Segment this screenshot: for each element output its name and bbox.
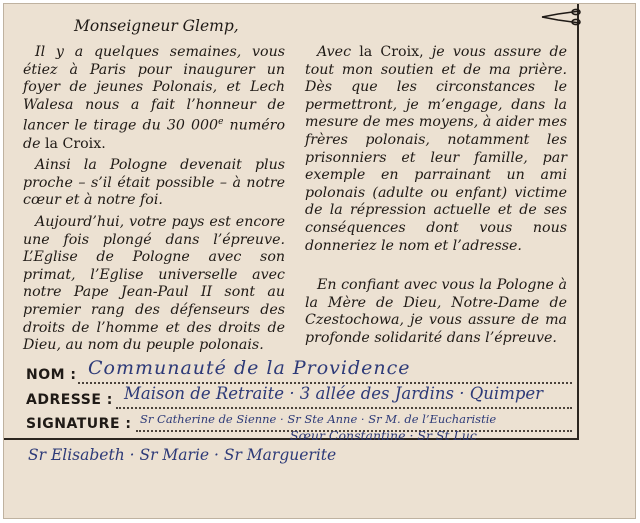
scissors-icon xyxy=(540,8,582,26)
letter-greeting: Monseigneur Glemp, xyxy=(74,17,239,35)
left-paragraph-3: Aujourd’hui, votre pays est encore une fois plongé dans l’épreuve. L’Eglise de Pologne avec son primat, l’Eglise universelle avec notre Pape Jean-Paul II sont au premier rang des défenseurs des droits de l’homme et des droits de Dieu, au nom du peuple polonais. xyxy=(23,214,285,354)
signature-label: SIGNATURE : xyxy=(26,416,132,432)
bottom-handwriting: Sr Elisabeth · Sr Marie · Sr Marguerite xyxy=(28,446,337,464)
left-paragraph-1: Il y a quelques semaines, vous étiez à Paris pour inaugurer un foyer de jeunes Polonais, et Lech Walesa nous a fait l’honneur de lancer le tirage du 30 000e numéro de la Croix. xyxy=(23,44,285,152)
letter-left-column xyxy=(23,44,285,359)
nom-handwriting: Communauté de la Providence xyxy=(88,357,411,379)
right-paragraph-1: Avec la Croix, je vous assure de tout mon soutien et de ma prière. Dès que les circonstances le permettront, je m’engage, dans la mesure de mes moyens, à aider mes frères polonais, notamment les prisonniers et leur famille, par exemple en parrainant un ami polonais (adulte ou enfant) victime de la répression actuelle et de ses conséquences dont vous nous donneriez le nom et l’adresse. xyxy=(305,44,568,254)
signature-handwriting-2: Sœur Constantine · Sr St Luc xyxy=(290,428,477,443)
signature-handwriting-1: Sr Catherine de Sienne · Sr Ste Anne · Sr M. de l’Eucharistie xyxy=(140,412,497,426)
nom-label: NOM : xyxy=(26,367,77,383)
adresse-handwriting: Maison de Retraite · 3 allée des Jardins · Quimper xyxy=(124,384,544,403)
paper-sheet xyxy=(3,3,636,519)
adresse-label: ADRESSE : xyxy=(26,392,113,408)
left-paragraph-2: Ainsi la Pologne devenait plus proche – s’il était possible – à notre cœur et à notre foi. xyxy=(23,157,285,209)
newspaper-clipping xyxy=(4,4,579,443)
right-paragraph-2: En confiant avec vous la Pologne à la Mère de Dieu, Notre-Dame de Czestochowa, je vous assure de ma profonde solidarité dans l’épreuve. xyxy=(305,277,567,346)
letter-right-column xyxy=(305,44,567,352)
adresse-field-line xyxy=(116,407,572,409)
